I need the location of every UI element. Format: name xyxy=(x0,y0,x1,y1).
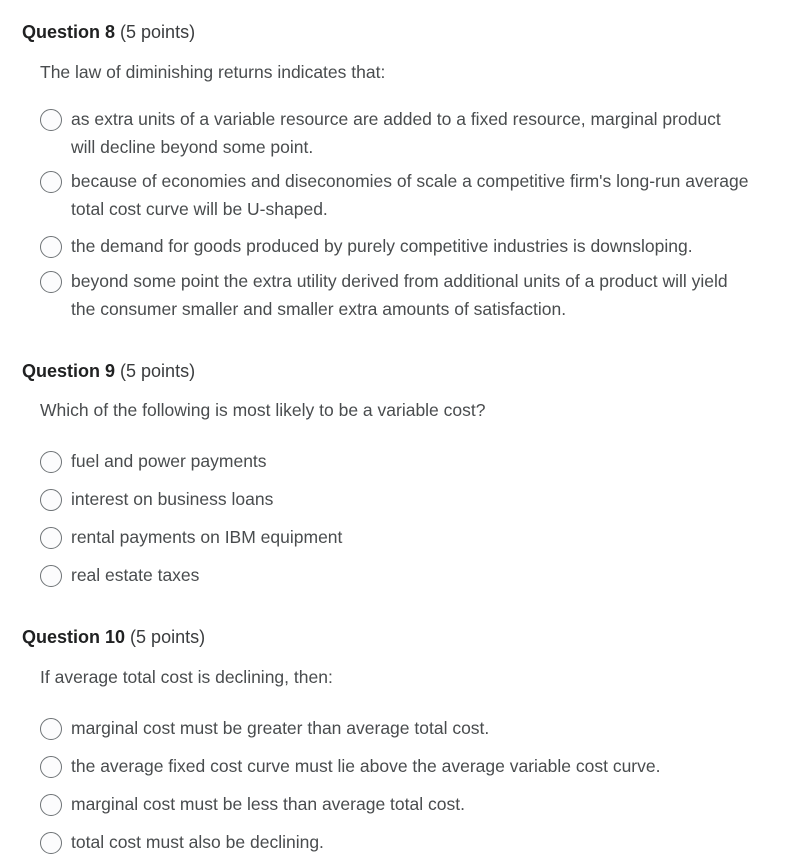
option-label[interactable]: beyond some point the extra utility derived from additional units of a product will yield the consumer smaller and smaller extra amounts of satisfaction. xyxy=(71,271,728,319)
question-points: (5 points) xyxy=(120,361,196,381)
option-label[interactable]: the average fixed cost curve must lie above the average variable cost curve. xyxy=(71,756,661,776)
radio-button[interactable] xyxy=(40,794,62,816)
question-prompt: If average total cost is declining, then: xyxy=(40,667,333,687)
question-points: (5 points) xyxy=(120,22,196,42)
question-title xyxy=(22,22,195,43)
option-label[interactable]: rental payments on IBM equipment xyxy=(71,527,343,547)
answer-option[interactable] xyxy=(40,561,771,589)
answer-option[interactable] xyxy=(40,523,771,551)
answer-option[interactable] xyxy=(40,447,771,475)
option-label[interactable]: total cost must also be declining. xyxy=(71,832,324,852)
option-label[interactable]: as extra units of a variable resource are added to a fixed resource, marginal product will decline beyond some point. xyxy=(71,109,721,157)
answer-option[interactable] xyxy=(40,752,771,780)
answer-option[interactable] xyxy=(40,167,751,223)
question-number: Question 9 xyxy=(22,361,116,381)
answer-option[interactable] xyxy=(40,485,771,513)
radio-button[interactable] xyxy=(40,527,62,549)
answer-option[interactable] xyxy=(40,267,751,323)
radio-button[interactable] xyxy=(40,489,62,511)
option-label[interactable]: marginal cost must be greater than average total cost. xyxy=(71,718,490,738)
question-prompt: The law of diminishing returns indicates that: xyxy=(40,62,386,82)
radio-button[interactable] xyxy=(40,756,62,778)
option-label[interactable]: real estate taxes xyxy=(71,565,200,585)
radio-button[interactable] xyxy=(40,718,62,740)
answer-option[interactable] xyxy=(40,232,771,260)
radio-button[interactable] xyxy=(40,109,62,131)
question-prompt: Which of the following is most likely to be a variable cost? xyxy=(40,400,486,420)
option-label[interactable]: interest on business loans xyxy=(71,489,274,509)
answer-option[interactable] xyxy=(40,828,771,856)
option-label[interactable]: fuel and power payments xyxy=(71,451,267,471)
option-label[interactable]: marginal cost must be less than average total cost. xyxy=(71,794,465,814)
answer-option[interactable] xyxy=(40,714,771,742)
radio-button[interactable] xyxy=(40,832,62,854)
question-number: Question 10 xyxy=(22,627,126,647)
option-label[interactable]: because of economies and diseconomies of scale a competitive firm's long-run average total cost curve will be U-shaped. xyxy=(71,171,749,219)
question-points: (5 points) xyxy=(130,627,206,647)
option-label[interactable]: the demand for goods produced by purely competitive industries is downsloping. xyxy=(71,236,693,256)
radio-button[interactable] xyxy=(40,451,62,473)
radio-button[interactable] xyxy=(40,271,62,293)
question-title xyxy=(22,627,205,648)
radio-button[interactable] xyxy=(40,236,62,258)
radio-button[interactable] xyxy=(40,171,62,193)
question-title xyxy=(22,361,195,382)
question-number: Question 8 xyxy=(22,22,116,42)
answer-option[interactable] xyxy=(40,790,771,818)
answer-option[interactable] xyxy=(40,105,721,161)
radio-button[interactable] xyxy=(40,565,62,587)
